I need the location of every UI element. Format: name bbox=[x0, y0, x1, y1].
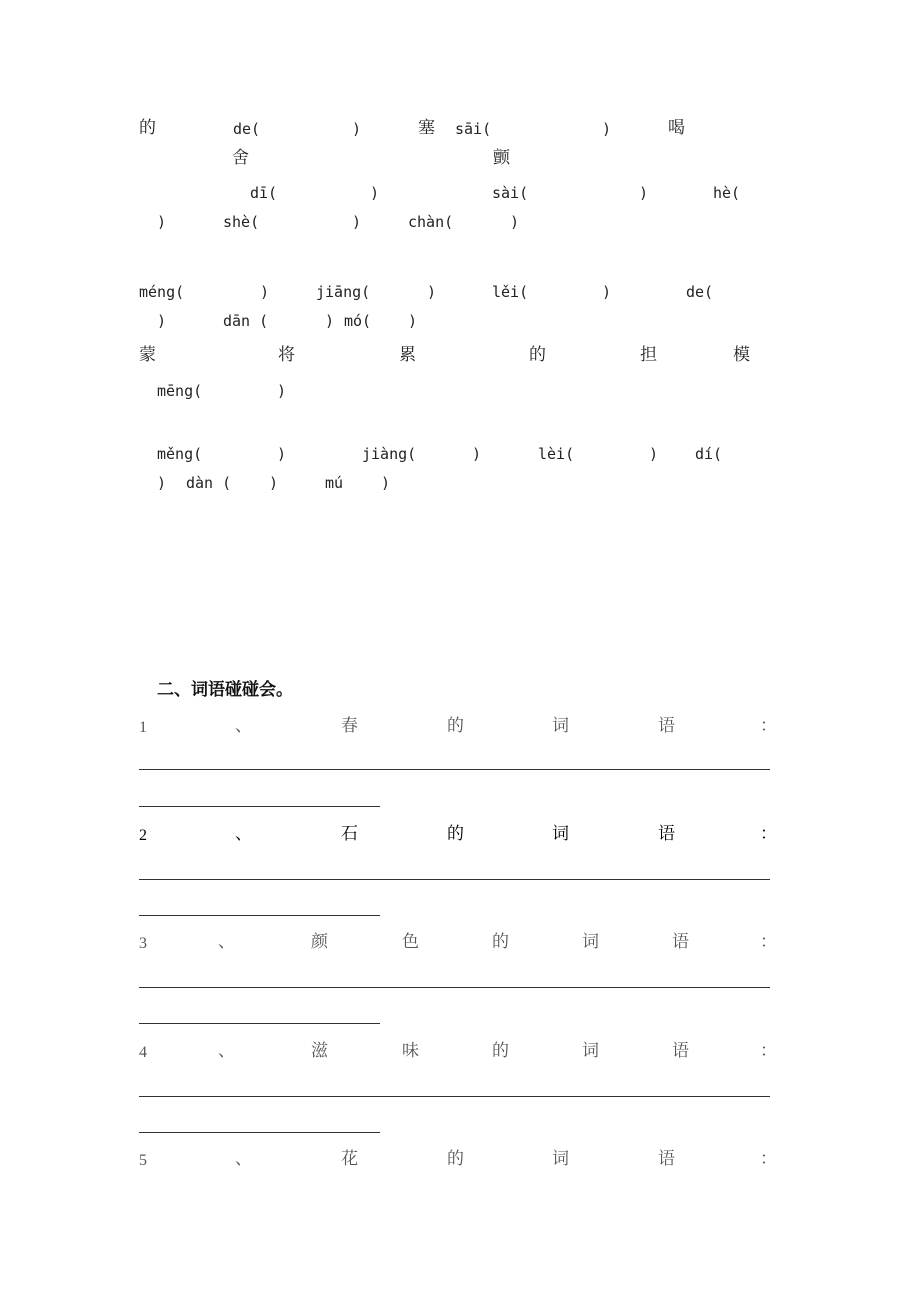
char-dan: 担 bbox=[640, 345, 657, 365]
char-he: 喝 bbox=[668, 118, 685, 138]
char-mo: 模 bbox=[733, 345, 750, 365]
item-word: 的 bbox=[447, 1149, 464, 1169]
item-word: 的 bbox=[447, 716, 464, 736]
paren-close: ) bbox=[472, 445, 482, 463]
paren-close: ) bbox=[157, 213, 167, 231]
item-word: 春 bbox=[341, 716, 358, 736]
paren-close: ) bbox=[260, 283, 270, 301]
item-colon: ： bbox=[760, 1149, 777, 1169]
char-jiang: 将 bbox=[278, 345, 295, 365]
item-word: 语 bbox=[658, 1149, 675, 1169]
paren-close: ) bbox=[269, 474, 279, 492]
item-number: 5 bbox=[139, 1152, 147, 1169]
item-word: 语 bbox=[658, 716, 675, 736]
pinyin-she: shè( bbox=[223, 213, 260, 231]
item-word: 词 bbox=[582, 932, 599, 952]
paren-close: ) bbox=[352, 120, 362, 138]
item-word: 的 bbox=[492, 1041, 509, 1061]
paren-close: ) bbox=[602, 120, 612, 138]
paren-close: ) bbox=[157, 474, 167, 492]
answer-line[interactable] bbox=[139, 806, 380, 807]
pinyin-mu2: mú bbox=[325, 474, 344, 492]
item-word: 词 bbox=[552, 1149, 569, 1169]
pinyin-sai1: sāi( bbox=[455, 120, 492, 138]
item-separator: 、 bbox=[218, 932, 235, 952]
pinyin-meng3: měng( bbox=[157, 445, 203, 463]
pinyin-dan1: dān ( bbox=[223, 312, 269, 330]
char-de: 的 bbox=[139, 118, 156, 138]
item-number: 4 bbox=[139, 1044, 147, 1061]
pinyin-lei4: lèi( bbox=[538, 445, 575, 463]
item-word: 颜 bbox=[311, 932, 328, 952]
pinyin-de: de( bbox=[686, 283, 714, 301]
item-word: 语 bbox=[672, 1041, 689, 1061]
paren-close: ) bbox=[325, 312, 335, 330]
item-word: 的 bbox=[492, 932, 509, 952]
pinyin-meng1: mēng( bbox=[157, 382, 203, 400]
pinyin-lei3: lěi( bbox=[492, 283, 529, 301]
item-separator: 、 bbox=[235, 1149, 252, 1169]
char-lei: 累 bbox=[399, 345, 416, 365]
pinyin-jiang4: jiàng( bbox=[362, 445, 417, 463]
pinyin-he: hè( bbox=[713, 184, 741, 202]
pinyin-de: de( bbox=[233, 120, 261, 138]
paren-close: ) bbox=[370, 184, 380, 202]
item-separator: 、 bbox=[235, 716, 252, 736]
item-word: 语 bbox=[658, 824, 675, 844]
item-word: 色 bbox=[402, 932, 419, 952]
item-word: 花 bbox=[341, 1149, 358, 1169]
item-colon: ： bbox=[760, 824, 777, 844]
section-heading: 二、词语碰碰会。 bbox=[157, 680, 293, 700]
pinyin-chan: chàn( bbox=[408, 213, 454, 231]
item-number: 3 bbox=[139, 935, 147, 952]
item-word: 石 bbox=[341, 824, 358, 844]
answer-line[interactable] bbox=[139, 1096, 770, 1097]
paren-close: ) bbox=[157, 312, 167, 330]
answer-line[interactable] bbox=[139, 1132, 380, 1133]
char-chan: 颤 bbox=[493, 148, 510, 168]
char-meng: 蒙 bbox=[139, 345, 156, 365]
item-word: 的 bbox=[447, 824, 464, 844]
paren-close: ) bbox=[381, 474, 391, 492]
answer-line[interactable] bbox=[139, 1023, 380, 1024]
item-word: 语 bbox=[672, 932, 689, 952]
item-word: 词 bbox=[552, 716, 569, 736]
paren-close: ) bbox=[277, 445, 287, 463]
answer-line[interactable] bbox=[139, 987, 770, 988]
answer-line[interactable] bbox=[139, 879, 770, 880]
paren-close: ) bbox=[649, 445, 659, 463]
item-colon: ： bbox=[760, 932, 777, 952]
pinyin-mo2: mó( bbox=[344, 312, 372, 330]
answer-line[interactable] bbox=[139, 769, 770, 770]
item-word: 味 bbox=[402, 1041, 419, 1061]
item-word: 词 bbox=[582, 1041, 599, 1061]
paren-close: ) bbox=[427, 283, 437, 301]
answer-line[interactable] bbox=[139, 915, 380, 916]
pinyin-di2: dí( bbox=[695, 445, 723, 463]
char-she: 舍 bbox=[232, 148, 249, 168]
item-separator: 、 bbox=[235, 824, 252, 844]
char-sai: 塞 bbox=[418, 118, 435, 138]
item-word: 滋 bbox=[311, 1041, 328, 1061]
item-separator: 、 bbox=[218, 1041, 235, 1061]
pinyin-di: dī( bbox=[250, 184, 278, 202]
paren-close: ) bbox=[639, 184, 649, 202]
paren-close: ) bbox=[510, 213, 520, 231]
paren-close: ) bbox=[408, 312, 418, 330]
pinyin-jiang1: jiāng( bbox=[316, 283, 371, 301]
pinyin-meng2: méng( bbox=[139, 283, 185, 301]
char-de: 的 bbox=[529, 345, 546, 365]
pinyin-dan4: dàn ( bbox=[186, 474, 232, 492]
pinyin-sai4: sài( bbox=[492, 184, 529, 202]
item-number: 1 bbox=[139, 719, 147, 736]
item-colon: ： bbox=[760, 1041, 777, 1061]
paren-close: ) bbox=[602, 283, 612, 301]
item-word: 词 bbox=[552, 824, 569, 844]
paren-close: ) bbox=[352, 213, 362, 231]
item-number: 2 bbox=[139, 827, 147, 844]
paren-close: ) bbox=[277, 382, 287, 400]
item-colon: ： bbox=[760, 716, 777, 736]
